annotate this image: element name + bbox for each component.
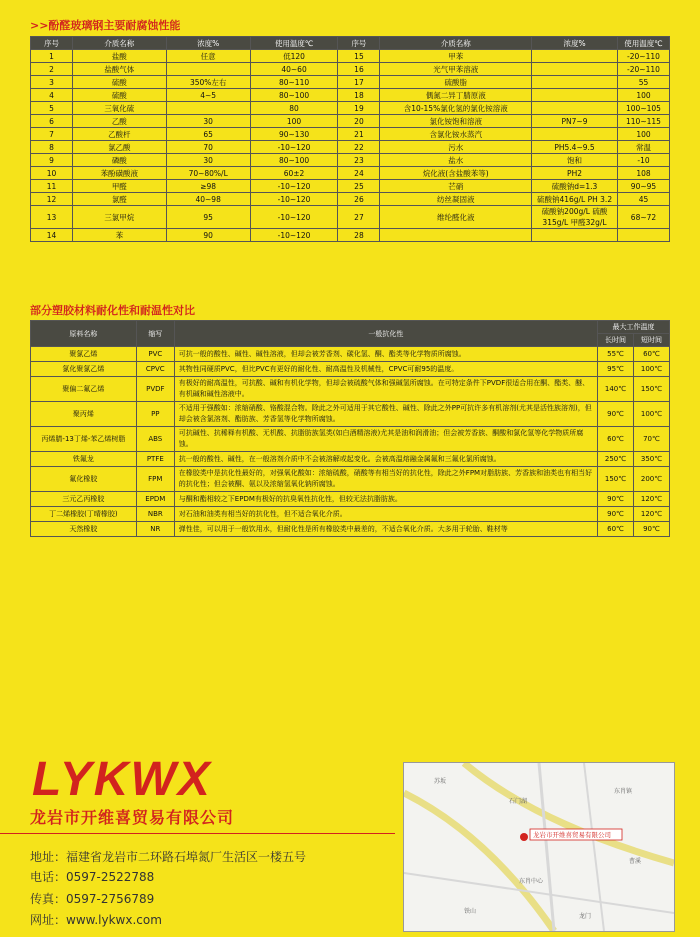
table-cell: 盐酸气体 (72, 63, 166, 76)
table-cell: -10~120 (250, 180, 338, 193)
table-cell: 硫酸钠d=1.3 (532, 180, 618, 193)
t1-header-cell: 浓度% (532, 37, 618, 50)
table-row (31, 507, 670, 522)
table-cell: 90~130 (250, 128, 338, 141)
table-cell: ≥98 (166, 180, 250, 193)
table-cell: 7 (31, 128, 73, 141)
table-cell: 与酮和酯相较之下EPDM有极好的抗臭氧性抗化性，但较无法抗脂肪族。 (174, 492, 597, 507)
table-cell: 1 (31, 50, 73, 63)
col-abbr: 缩写 (136, 321, 174, 347)
table-cell: 21 (338, 128, 380, 141)
t1-header-cell: 使用温度℃ (250, 37, 338, 50)
table-cell (532, 102, 618, 115)
table-cell: PH2 (532, 167, 618, 180)
table-cell: 芒硝 (380, 180, 532, 193)
table-cell: 45 (617, 193, 669, 206)
table-row (31, 206, 670, 229)
table-cell: 铁氟龙 (31, 452, 137, 467)
table-row (31, 402, 670, 427)
table-cell: 低120 (250, 50, 338, 63)
table-cell: 抗一般的酸性、碱性，在一般溶剂介质中不会被溶解或起变化。会被高温熔融金属氟和三氟化氯所腐蚀。 (174, 452, 597, 467)
table-cell: 28 (338, 229, 380, 242)
table-cell: 90 (166, 229, 250, 242)
table-cell: NR (136, 522, 174, 537)
col-resistance: 一般抗化性 (174, 321, 597, 347)
table-cell: 80~100 (250, 154, 338, 167)
t1-header-cell: 介质名称 (380, 37, 532, 50)
section2-title: 部分塑胶材料耐化性和耐温性对比 (30, 304, 195, 317)
table-cell: 70~80%/L (166, 167, 250, 180)
table-cell: 70℃ (633, 427, 669, 452)
table-cell: 100 (250, 115, 338, 128)
table-cell: 80~110 (250, 76, 338, 89)
location-map[interactable] (403, 762, 675, 932)
table-cell: 100℃ (633, 362, 669, 377)
table-cell: 污水 (380, 141, 532, 154)
table-row (31, 467, 670, 492)
table-cell: 95℃ (598, 362, 634, 377)
company-name: 龙岩市开维喜贸易有限公司 (30, 808, 235, 827)
table-cell: 13 (31, 206, 73, 229)
table-cell: 任意 (166, 50, 250, 63)
table-cell: 24 (338, 167, 380, 180)
contact-web[interactable]: 网址：www.lykwx.com (30, 913, 162, 927)
location-marker-icon (520, 833, 528, 841)
table-cell: 含10-15%氯化氢的氯化铵溶液 (380, 102, 532, 115)
table-cell (532, 76, 618, 89)
svg-text:苏坂: 苏坂 (434, 778, 447, 785)
table-cell: 200℃ (633, 467, 669, 492)
table-cell: 聚氯乙烯 (31, 347, 137, 362)
table-cell (532, 63, 618, 76)
svg-text:龙门: 龙门 (579, 913, 592, 920)
table-row (31, 50, 670, 63)
table-row (31, 229, 670, 242)
table-cell: 磷酸 (72, 154, 166, 167)
table-row (31, 115, 670, 128)
divider (0, 833, 395, 834)
table-cell: 可抗碱性、抗稀释有机酸、无机酸、抗脂肪族氢类(如白酒精溶液)尤其是油和润滑油；但会被芳香族、酮酸和氯化氢等化学物质所腐蚀。 (174, 427, 597, 452)
table-cell (532, 229, 618, 242)
table-cell: 140℃ (598, 377, 634, 402)
table-cell (532, 128, 618, 141)
table-cell: 60±2 (250, 167, 338, 180)
table-cell: PP (136, 402, 174, 427)
table-cell: 氯乙酸 (72, 141, 166, 154)
table-cell (166, 102, 250, 115)
table-cell: 40~60 (250, 63, 338, 76)
table-cell: 95 (166, 206, 250, 229)
table-cell: 11 (31, 180, 73, 193)
table-row (31, 452, 670, 467)
table-row (31, 347, 670, 362)
t1-header-cell: 浓度% (166, 37, 250, 50)
table-cell: 5 (31, 102, 73, 115)
table-cell: 盐水 (380, 154, 532, 167)
table-row (31, 102, 670, 115)
table-cell: 甲醛 (72, 180, 166, 193)
plastics-table (30, 320, 670, 537)
table-cell: 80~100 (250, 89, 338, 102)
table-cell: 烷化液(含盐酸苯等) (380, 167, 532, 180)
table-cell: 硫酸钠416g/L PH 3.2 (532, 193, 618, 206)
table-cell: 120℃ (633, 492, 669, 507)
table-cell: 17 (338, 76, 380, 89)
table-cell: 在橡胶类中是抗化性最好的，对强氧化酸如：浓缩硫酸，硝酸等有相当好的抗化性，除此之外FPM对脂肪族、芳香族和油类也有相当好的抗化性；但会被酮、氨以及浓缩氢氧化钠所腐蚀。 (174, 467, 597, 492)
table-row (31, 522, 670, 537)
table-cell: 60℃ (598, 427, 634, 452)
logo-text: LYKWX (32, 755, 212, 803)
table-cell: 三氧化硫 (72, 102, 166, 115)
table-cell: 饱和 (532, 154, 618, 167)
table-cell: 12 (31, 193, 73, 206)
table-cell: 常温 (617, 141, 669, 154)
table-cell: 30 (166, 154, 250, 167)
table-cell: 14 (31, 229, 73, 242)
table-cell: 40~98 (166, 193, 250, 206)
table-cell: 26 (338, 193, 380, 206)
table-cell: 100 (617, 89, 669, 102)
table-row (31, 89, 670, 102)
table-cell: 可抗一般的酸性、碱性、碱性溶液，但却会被芳香剂、碳化氢、酮、酯类等化学物质所腐蚀。 (174, 347, 597, 362)
table-cell: 三氯甲烷 (72, 206, 166, 229)
table-cell: 含氯化铵水蒸汽 (380, 128, 532, 141)
svg-text:东肖中心: 东肖中心 (519, 878, 544, 885)
table-cell: 丁二烯橡胶(丁晴橡胶) (31, 507, 137, 522)
table-cell: 6 (31, 115, 73, 128)
table-cell: -10~120 (250, 141, 338, 154)
table-cell: 55℃ (598, 347, 634, 362)
svg-text:曹溪: 曹溪 (629, 858, 642, 865)
table-cell: PVDF (136, 377, 174, 402)
table-cell: 甲苯 (380, 50, 532, 63)
table-cell: 350℃ (633, 452, 669, 467)
table-cell: 18 (338, 89, 380, 102)
table-row (31, 427, 670, 452)
table-cell: 100℃ (633, 402, 669, 427)
col-material: 原料名称 (31, 321, 137, 347)
table-cell: 苯酚磺酸液 (72, 167, 166, 180)
table-cell: 120℃ (633, 507, 669, 522)
section1-title: >>酚醛玻璃钢主要耐腐蚀性能 (30, 19, 181, 32)
table-cell: 维纶醛化液 (380, 206, 532, 229)
table-cell: 三元乙丙橡胶 (31, 492, 137, 507)
table-cell (532, 89, 618, 102)
table-cell: 不适用于强酸如：浓缩硝酸、铬酸混合物。除此之外可适用于其它酸性、碱性、除此之外PP可抗许多有机溶剂(尤其是活性族溶剂)，但却会被含氯溶剂、酯肪族、芳香氢等化学物所腐蚀。 (174, 402, 597, 427)
table-cell: 60℃ (633, 347, 669, 362)
table-cell: 150℃ (633, 377, 669, 402)
table-cell: 55 (617, 76, 669, 89)
col-max-temp: 最大工作温度 (598, 321, 670, 334)
t1-header-cell: 序号 (338, 37, 380, 50)
table-row (31, 180, 670, 193)
table-cell: 90℃ (598, 402, 634, 427)
table-cell: 偶氮二异丁腈原液 (380, 89, 532, 102)
table-cell: 70 (166, 141, 250, 154)
table-cell: 有极好的耐高温性，可抗酸、碱和有机化学物，但却会被硫酸气体和强碱氢所腐蚀。在可特定条件下PVDF很适合用在酮、酯类、醚、有机碱和碱性溶液中。 (174, 377, 597, 402)
table-row (31, 377, 670, 402)
table-cell: 盐酸 (72, 50, 166, 63)
lykwx-logo (32, 755, 272, 803)
table-cell: 氟化橡胶 (31, 467, 137, 492)
table-cell: 聚偏二氟乙烯 (31, 377, 137, 402)
table-cell: 氯化聚氯乙烯 (31, 362, 137, 377)
table-cell: 90℃ (598, 492, 634, 507)
table-cell: 27 (338, 206, 380, 229)
table-cell: 65 (166, 128, 250, 141)
table-row (31, 362, 670, 377)
table-cell: 30 (166, 115, 250, 128)
table-cell: 丙烯腈-13丁烯-苯乙烯树脂 (31, 427, 137, 452)
table-cell: 硫酸 (72, 89, 166, 102)
table-cell: 氯化铵饱和溶液 (380, 115, 532, 128)
table-cell: 80 (250, 102, 338, 115)
table-cell: -10~120 (250, 193, 338, 206)
table-row (31, 141, 670, 154)
table-cell: 聚丙烯 (31, 402, 137, 427)
table-cell (166, 63, 250, 76)
table-cell: 硫酸脂 (380, 76, 532, 89)
table-cell: 4~5 (166, 89, 250, 102)
table-cell: 15 (338, 50, 380, 63)
table-cell: 氯醛 (72, 193, 166, 206)
table-cell: 250℃ (598, 452, 634, 467)
table-cell: -20~110 (617, 50, 669, 63)
table-cell: 其物性同硬质PVC，但比PVC有更好的耐化性、耐高温性及机械性，CPVC可耐95的温度。 (174, 362, 597, 377)
table-cell: 硫酸钠200g/L 硫酸315g/L 甲醛32g/L (532, 206, 618, 229)
table-cell: 150℃ (598, 467, 634, 492)
table-cell: 110~115 (617, 115, 669, 128)
marker-label: 龙岩市开维喜贸易有限公司 (533, 831, 611, 839)
table-cell: NBR (136, 507, 174, 522)
table-cell: PH5.4~9.5 (532, 141, 618, 154)
table-cell: 3 (31, 76, 73, 89)
table-cell: 9 (31, 154, 73, 167)
table-cell: 20 (338, 115, 380, 128)
table-cell: PN7~9 (532, 115, 618, 128)
table-cell: 硫酸 (72, 76, 166, 89)
svg-text:铁山: 铁山 (464, 908, 477, 915)
table-cell: 弹性佳，可以用于一般饮用水，但耐化性是所有橡胶类中最差的，不适合氧化介质。大多用于轮胎、鞋材等 (174, 522, 597, 537)
table-row (31, 154, 670, 167)
table-row (31, 76, 670, 89)
table-cell: 16 (338, 63, 380, 76)
table-row (31, 492, 670, 507)
table-cell: ABS (136, 427, 174, 452)
table-cell: PTFE (136, 452, 174, 467)
table-cell: 90~95 (617, 180, 669, 193)
table-cell: 60℃ (598, 522, 634, 537)
table-cell: 100 (617, 128, 669, 141)
table-cell: 8 (31, 141, 73, 154)
svg-text:东肖镇: 东肖镇 (614, 788, 633, 795)
table-cell: 100~105 (617, 102, 669, 115)
table-cell: 苯 (72, 229, 166, 242)
table-cell: 68~72 (617, 206, 669, 229)
table-cell: 10 (31, 167, 73, 180)
table-row (31, 193, 670, 206)
col-long-time: 长时间 (598, 334, 634, 347)
table-cell: 乙酸杆 (72, 128, 166, 141)
table-row (31, 63, 670, 76)
table-cell: 2 (31, 63, 73, 76)
table-row (31, 128, 670, 141)
table-cell: FPM (136, 467, 174, 492)
t1-header-cell: 使用温度℃ (617, 37, 669, 50)
table-cell: 90℃ (598, 507, 634, 522)
table-cell: 350%左右 (166, 76, 250, 89)
contact-address: 地址：福建省龙岩市二环路石埠氮厂生活区一楼五号 (30, 850, 307, 864)
table-cell: 对石油和油类有相当好的抗化性，但不适合氧化介质。 (174, 507, 597, 522)
table-row (31, 167, 670, 180)
table-cell: 乙酸 (72, 115, 166, 128)
table-cell: -10~120 (250, 206, 338, 229)
map-graphic (404, 763, 674, 931)
svg-text:石门湖: 石门湖 (509, 798, 528, 805)
table-cell: 108 (617, 167, 669, 180)
table-cell: 22 (338, 141, 380, 154)
table-cell (617, 229, 669, 242)
table-cell: 19 (338, 102, 380, 115)
contact-phone: 电话：0597-2522788 (30, 870, 155, 884)
table-cell: 天然橡胶 (31, 522, 137, 537)
table-cell: 90℃ (633, 522, 669, 537)
table-cell: -10~120 (250, 229, 338, 242)
table-cell: PVC (136, 347, 174, 362)
table-cell: CPVC (136, 362, 174, 377)
col-short-time: 短时间 (633, 334, 669, 347)
table-cell (532, 50, 618, 63)
table-cell (380, 229, 532, 242)
corrosion-table (30, 36, 670, 242)
table-cell: 光气甲苯溶液 (380, 63, 532, 76)
table-cell: -10 (617, 154, 669, 167)
table-cell: 纺丝凝固液 (380, 193, 532, 206)
table-cell: 25 (338, 180, 380, 193)
table-cell: EPDM (136, 492, 174, 507)
contact-fax: 传真：0597-2756789 (30, 892, 155, 906)
t1-header-cell: 介质名称 (72, 37, 166, 50)
t1-header-cell: 序号 (31, 37, 73, 50)
table-cell: 4 (31, 89, 73, 102)
table-cell: 23 (338, 154, 380, 167)
table-cell: -20~110 (617, 63, 669, 76)
